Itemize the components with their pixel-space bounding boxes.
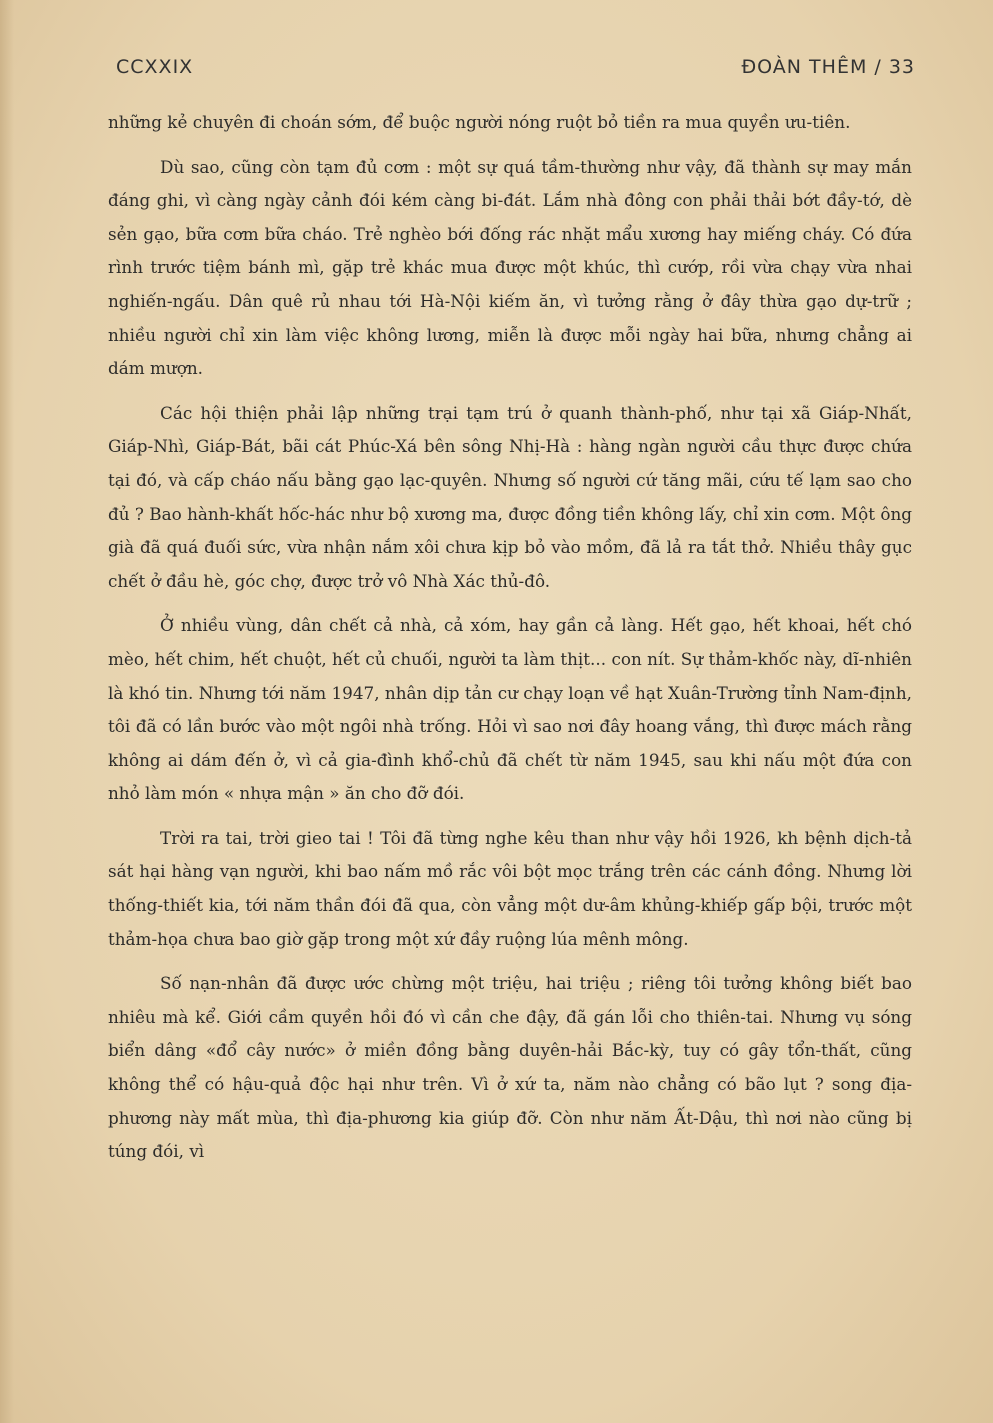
paragraph: Dù sao, cũng còn tạm đủ cơm : một sự quá tầm-thường như vậy, đã thành sự may mắn đáng ghi, vì càng ngày cảnh đói kém càng bi-đát. Lắm nhà đông con phải thải bớt đầy-tớ, dè sẻn gạo, bữa cơm bữa cháo. Trẻ nghèo bới đống rác nhặt mẩu xương hay miếng cháy. Có đứa rình trước tiệm bánh mì, gặp trẻ khác mua được một khúc, thì cướp, rồi vừa chạy vừa nhai nghiến-ngấu. Dân quê rủ nhau tới Hà-Nội kiếm ăn, vì tưởng rằng ở đây thừa gạo dự-trữ ; nhiều người chỉ xin làm việc không lương, miễn là được mỗi ngày hai bữa, nhưng chẳng ai dám mượn. <box>108 156 912 379</box>
paragraph: những kẻ chuyên đi choán sớm, để buộc người nóng ruột bỏ tiền ra mua quyền ưu-tiên. <box>108 112 851 132</box>
page-header <box>116 56 915 86</box>
chapter-number: CCXXIX <box>116 56 194 78</box>
paragraph: Trời ra tai, trời gieo tai ! Tôi đã từng nghe kêu than như vậy hồi 1926, kh bệnh dịch-tả sát hại hàng vạn người, khi bao nấm mồ rắc vôi bột mọc trắng trên các cánh đồng. Nhưng lời thống-thiết kia, tới năm thần đói đã qua, còn vẳng một dư-âm khủng-khiếp gấp bội, trước một thảm-họa chưa bao giờ gặp trong một xứ đầy ruộng lúa mênh mông. <box>108 827 912 949</box>
paragraph: Các hội thiện phải lập những trại tạm trú ở quanh thành-phố, như tại xã Giáp-Nhất, Giáp-Nhì, Giáp-Bát, bãi cát Phúc-Xá bên sông Nhị-Hà : hàng ngàn người cầu thực được chứa tại đó, và cấp cháo nấu bằng gạo lạc-quyên. Nhưng số người cứ tăng mãi, cứu tế lạm sao cho đủ ? Bao hành-khất hốc-hác như bộ xương ma, được đồng tiền không lấy, chỉ xin cơm. Một ông già đã quá đuối sức, vừa nhận nắm xôi chưa kịp bỏ vào mồm, đã lả ra tắt thở. Nhiều thây gục chết ở đầu hè, góc chợ, được trở vô Nhà Xác thủ-đô. <box>108 402 912 591</box>
paragraph: Số nạn-nhân đã được ước chừng một triệu, hai triệu ; riêng tôi tưởng không biết bao nhiêu mà kể. Giới cầm quyền hồi đó vì cần che đậy, đã gán lỗi cho thiên-tai. Nhưng vụ sóng biển dâng «đổ cây nước» ở miền đồng bằng duyên-hải Bắc-kỳ, tuy có gây tổn-thất, cũng không thể có hậu-quả độc hại như trên. Vì ở xứ ta, năm nào chẳng có bão lụt ? song địa-phương này mất mùa, thì địa-phương kia giúp đỡ. Còn như năm Ất-Dậu, thì nơi nào cũng bị túng đói, vì <box>108 973 912 1162</box>
body-text <box>108 106 912 1180</box>
page-edge-shadow <box>0 0 14 1423</box>
paragraph: Ở nhiều vùng, dân chết cả nhà, cả xóm, hay gần cả làng. Hết gạo, hết khoai, hết chó mèo, hết chim, hết chuột, hết củ chuối, người ta làm thịt... con nít. Sự thảm-khốc này, dĩ-nhiên là khó tin. Nhưng tới năm 1947, nhân dịp tản cư chạy loạn về hạt Xuân-Trường tỉnh Nam-định, tôi đã có lần bước vào một ngôi nhà trống. Hỏi vì sao nơi đây hoang vắng, thì được mách rằng không ai dám đến ở, vì cả gia-đình khổ-chủ đã chết từ năm 1945, sau khi nấu một đứa con nhỏ làm món « nhựa mận » ăn cho đỡ đói. <box>108 615 912 804</box>
running-title: ĐOÀN THÊM / 33 <box>741 56 915 78</box>
